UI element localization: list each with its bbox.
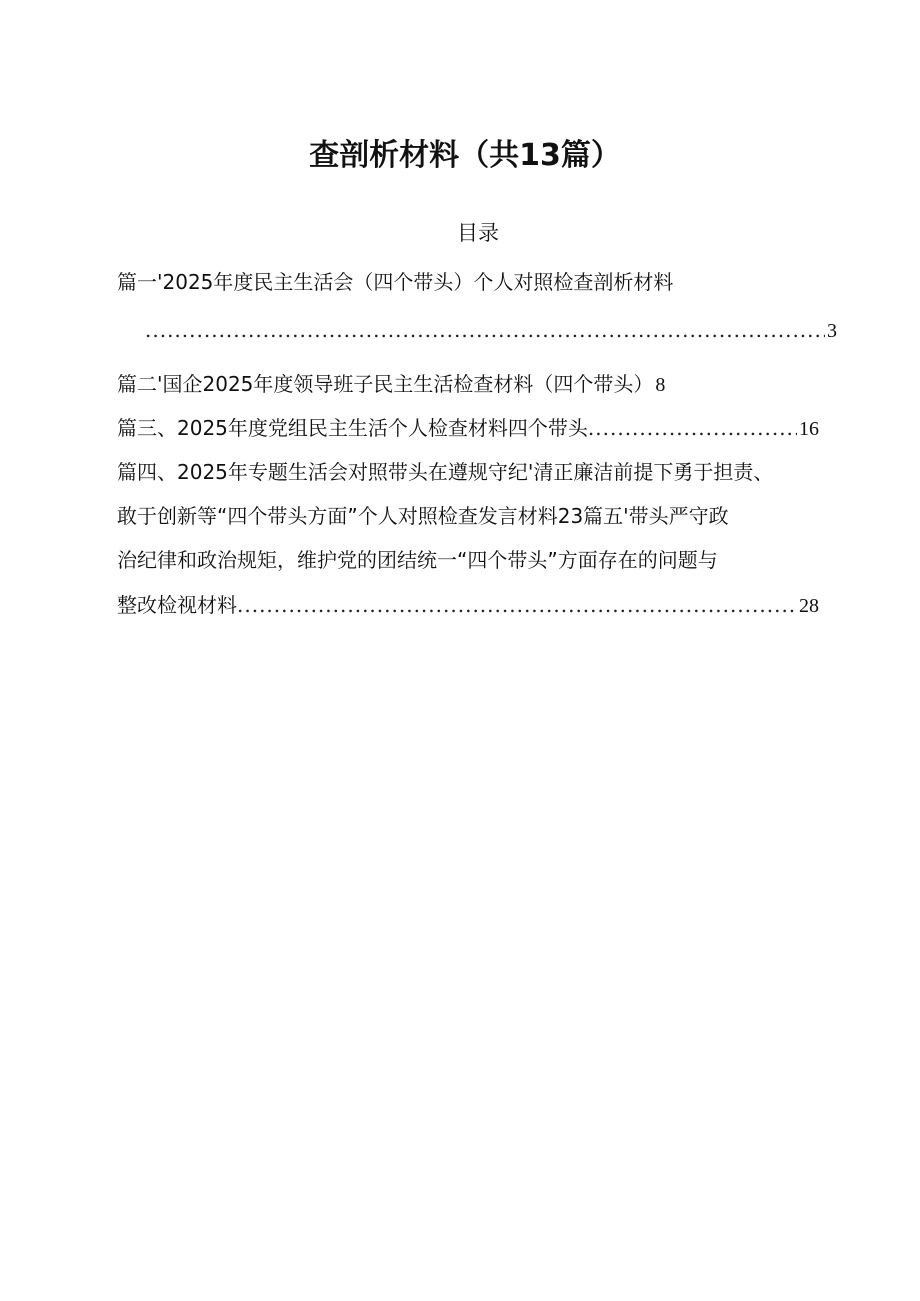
toc-entry-3-page: 16 [799, 418, 819, 440]
toc-entry-2[interactable] [117, 366, 665, 403]
toc-entry-1-leader[interactable] [145, 312, 837, 349]
toc-entry-4-title-end: 整改检视材料 [117, 593, 237, 617]
toc-entry-1-page: 3 [827, 320, 837, 342]
toc-entry-3-title: 篇三、2025年度党组民主生活个人检查材料四个带头 [117, 416, 588, 440]
toc-entry-4-line-4[interactable] [117, 587, 819, 624]
toc-entry-4-line-2[interactable]: 敢于创新等“四个带头方面”个人对照检查发言材料23篇五'带头严守政 [117, 504, 729, 528]
toc-entry-2-title: 篇二'国企2025年度领导班子民主生活检查材料（四个带头） [117, 372, 654, 396]
dot-leader [145, 312, 825, 348]
toc-entry-2-page: 8 [655, 374, 666, 396]
toc-entry-1-title[interactable]: 篇一'2025年度民主生活会（四个带头）个人对照检查剖析材料 [117, 270, 674, 294]
toc-entry-4-page: 28 [799, 595, 819, 617]
toc-entry-3[interactable] [117, 410, 819, 447]
toc-entry-4-line-3[interactable]: 治纪律和政治规矩，维护党的团结统一“四个带头”方面存在的问题与 [117, 548, 718, 572]
dot-leader [588, 410, 797, 446]
toc-heading: 目录 [457, 221, 499, 245]
toc-entry-4-line-1[interactable]: 篇四、2025年专题生活会对照带头在遵规守纪'清正廉洁前提下勇于担责、 [117, 460, 774, 484]
document-title: 查剖析材料（共13篇） [309, 138, 621, 173]
dot-leader [237, 587, 797, 623]
